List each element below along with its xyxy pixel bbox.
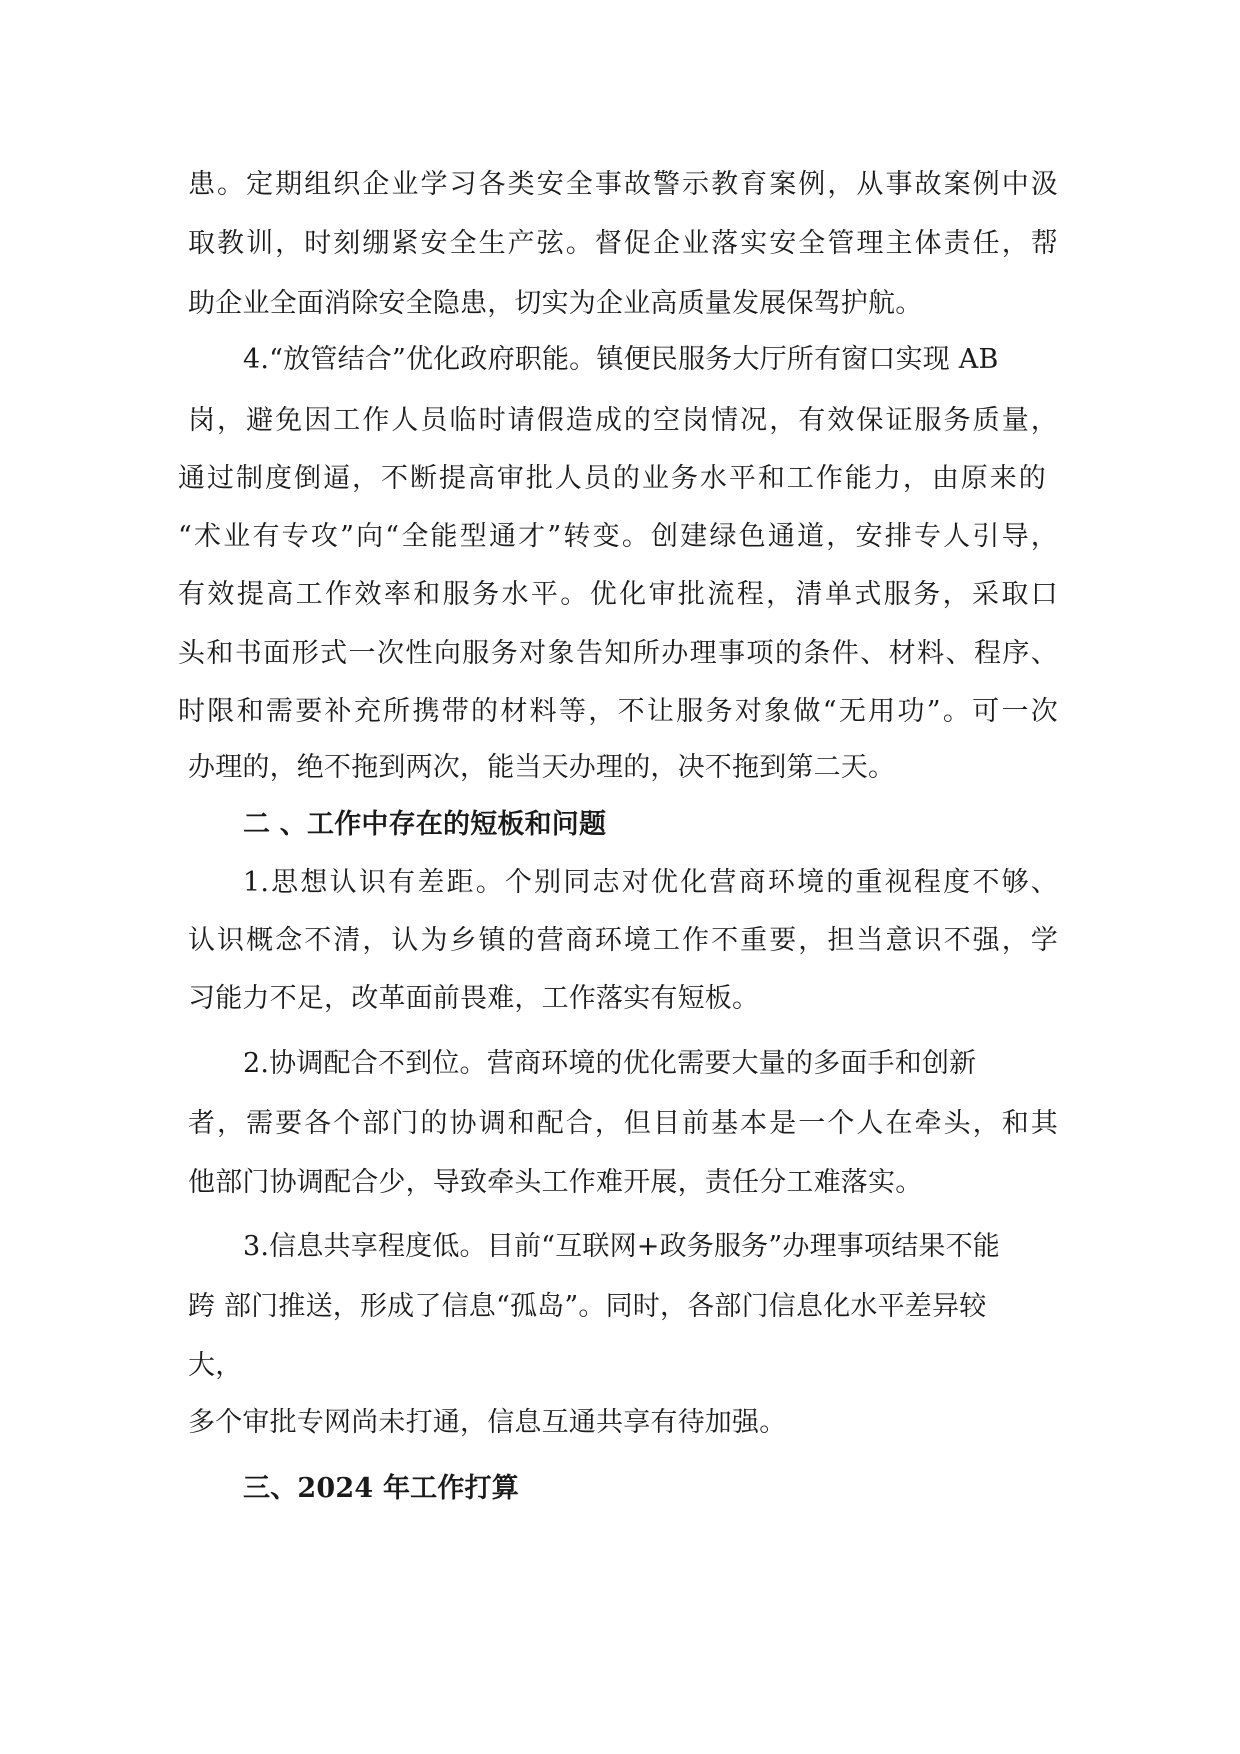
paragraph-4-line-2: 者，需要各个部门的协调和配合，但目前基本是一个人在牵头，和其 <box>188 1108 1058 1139</box>
paragraph-3-line-2: 认识概念不清，认为乡镇的营商环境工作不重要，担当意识不强，学 <box>188 925 1058 956</box>
paragraph-1-line-1: 患。定期组织企业学习各类安全事故警示教育案例，从事故案例中汲 <box>188 169 1058 200</box>
paragraph-2-line-3: 通过制度倒逼，不断提高审批人员的业务水平和工作能力，由原来的 <box>178 463 1046 494</box>
paragraph-5-line-4: 多个审批专网尚未打通，信息互通共享有待加强。 <box>188 1407 787 1438</box>
paragraph-3-line-3: 习能力不足，改革面前畏难，工作落实有短板。 <box>188 983 760 1014</box>
paragraph-4-line-3: 他部门协调配合少，导致牵头工作难开展，责任分工难落实。 <box>188 1167 923 1198</box>
paragraph-2-line-6: 头和书面形式一次性向服务对象告知所办理事项的条件、材料、程序、 <box>178 638 1058 669</box>
paragraph-2-line-1: 4.“放管结合”优化政府职能。镇便民服务大厅所有窗口实现 AB <box>243 344 999 375</box>
paragraph-1-line-3: 助企业全面消除安全隐患，切实为企业高质量发展保驾护航。 <box>188 288 923 319</box>
paragraph-3-line-1: 1.思想认识有差距。个别同志对优化营商环境的重视程度不够、 <box>243 867 1058 898</box>
paragraph-5-line-2: 跨 部门推送，形成了信息“孤岛”。同时，各部门信息化水平差异较 <box>188 1291 987 1322</box>
paragraph-5-line-1: 3.信息共享程度低。目前“互联网+政务服务”办理事项结果不能 <box>243 1231 1000 1262</box>
paragraph-2-line-8: 办理的，绝不拖到两次，能当天办理的，决不拖到第二天。 <box>188 752 896 783</box>
paragraph-5-line-3: 大， <box>188 1350 243 1381</box>
paragraph-2-line-2: 岗，避免因工作人员临时请假造成的空岗情况，有效保证服务质量， <box>188 405 1058 436</box>
section-heading-2: 二 、工作中存在的短板和问题 <box>243 809 607 840</box>
section-heading-3: 三、2024 年工作打算 <box>243 1473 519 1504</box>
paragraph-1-line-2: 取教训，时刻绷紧安全生产弦。督促企业落实安全管理主体责任，帮 <box>188 228 1058 259</box>
paragraph-2-line-5: 有效提高工作效率和服务水平。优化审批流程，清单式服务，采取口 <box>178 579 1058 610</box>
paragraph-4-line-1: 2.协调配合不到位。营商环境的优化需要大量的多面手和创新 <box>243 1048 977 1079</box>
paragraph-2-line-7: 时限和需要补充所携带的材料等，不让服务对象做“无用功”。可一次 <box>178 696 1058 727</box>
paragraph-2-line-4: “术业有专攻”向“全能型通才”转变。创建绿色通道，安排专人引导， <box>178 521 1058 552</box>
